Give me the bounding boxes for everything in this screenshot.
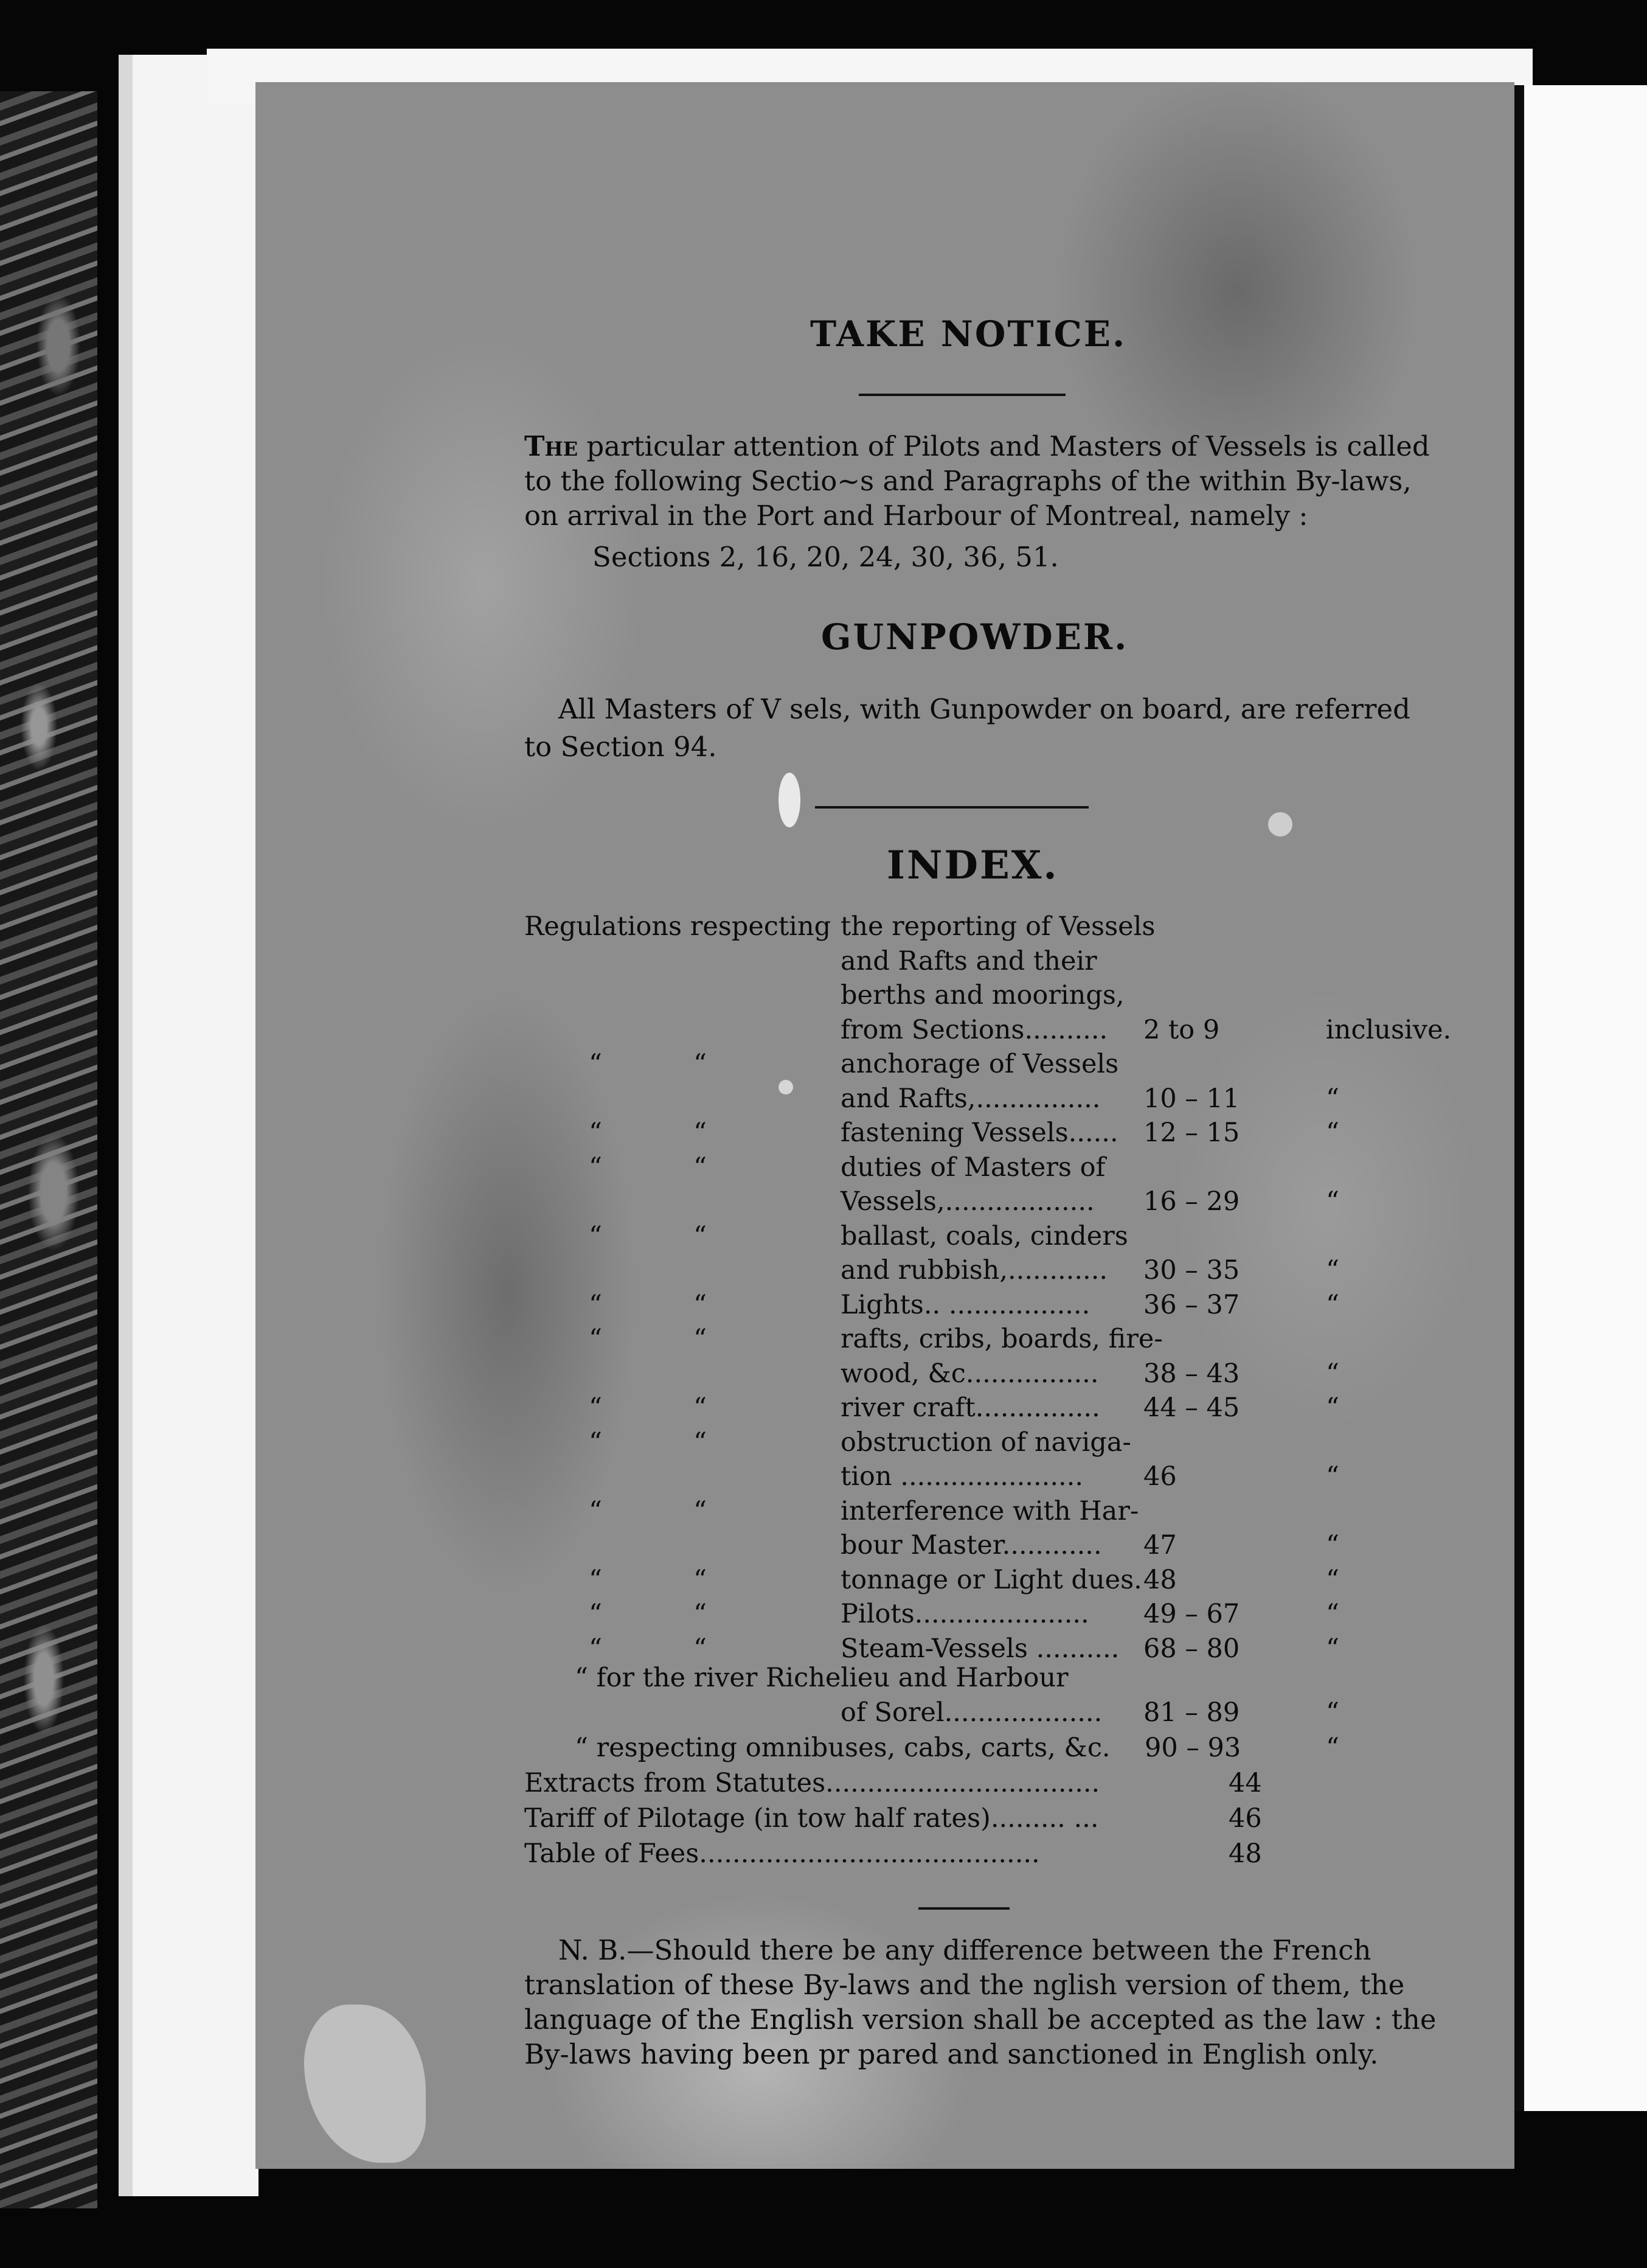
notice-lead-word: The: [524, 430, 578, 462]
nb-line-3: language of the English version shall be accepted as the law : the: [524, 2003, 1437, 2036]
index-row-15-col-2: “: [589, 1427, 602, 1458]
marbled-book-edge: [0, 91, 97, 2208]
page-stack-left: [119, 55, 258, 2196]
index-extra-statutes: Extracts from Statutes.................................: [524, 1768, 1100, 1798]
index-row-5-col-5: 10 – 11: [1143, 1084, 1240, 1114]
index-row-11-col-6: “: [1326, 1290, 1339, 1320]
index-row-8-col-4: Vessels,..................: [841, 1186, 1095, 1217]
index-row-3-col-6: inclusive.: [1326, 1015, 1452, 1045]
index-row-18-col-5: 47: [1143, 1530, 1177, 1560]
index-extra-pilotage-page: 46: [1229, 1803, 1262, 1834]
index-row-16-col-5: 46: [1143, 1461, 1177, 1492]
index-row-21-col-5: 68 – 80: [1143, 1633, 1240, 1664]
index-row-15-col-3: “: [693, 1427, 707, 1458]
index-row-17-col-3: “: [693, 1496, 707, 1526]
index-row-12-col-3: “: [693, 1324, 707, 1354]
index-row-20-col-4: Pilots.....................: [841, 1599, 1089, 1629]
index-row-21-col-6: “: [1326, 1633, 1339, 1664]
index-row-10-col-5: 30 – 35: [1143, 1255, 1240, 1285]
paper-tear: [778, 773, 800, 827]
index-row-9-col-2: “: [589, 1221, 602, 1251]
paper-spot: [1268, 812, 1292, 837]
gunpowder-line-1: All Masters of V sels, with Gunpowder on board, are referred: [558, 693, 1410, 725]
index-row-19-col-3: “: [693, 1565, 707, 1595]
nb-line-2: translation of these By-laws and the nglish version of them, the: [524, 1969, 1405, 2001]
index-row-13-col-5: 38 – 43: [1143, 1358, 1240, 1389]
index-extra-fees: Table of Fees.........................................: [524, 1838, 1040, 1869]
index-row-21-col-4: Steam-Vessels ..........: [841, 1633, 1120, 1664]
index-extra-statutes-page: 44: [1229, 1768, 1262, 1798]
index-row-19-col-2: “: [589, 1565, 602, 1595]
index-row-4-col-3: “: [693, 1049, 707, 1079]
notice-paragraph-line-2: to the following Sectio~s and Paragraphs of the within By-laws,: [524, 465, 1412, 497]
index-row-0-col-4: the reporting of Vessels: [841, 911, 1156, 942]
index-omnibus-pages: 90 – 93: [1145, 1733, 1241, 1763]
gunpowder-rule: [815, 806, 1089, 809]
index-row-6-col-5: 12 – 15: [1143, 1118, 1240, 1148]
index-row-7-col-3: “: [693, 1152, 707, 1183]
index-row-2-col-4: berths and moorings,: [841, 980, 1125, 1011]
index-row-14-col-5: 44 – 45: [1143, 1393, 1240, 1423]
index-row-11-col-4: Lights.. .................: [841, 1290, 1090, 1320]
paper-damage: [304, 2005, 426, 2163]
index-title: INDEX.: [887, 843, 1059, 888]
index-row-18-col-4: bour Master............: [841, 1530, 1102, 1560]
index-row-8-col-6: “: [1326, 1186, 1339, 1217]
index-row-6-col-3: “: [693, 1118, 707, 1148]
index-row-5-col-6: “: [1326, 1084, 1339, 1114]
notice-rule: [859, 394, 1066, 396]
index-row-17-col-4: interference with Har-: [841, 1496, 1139, 1526]
index-row-20-col-3: “: [693, 1599, 707, 1629]
index-row-5-col-4: and Rafts,...............: [841, 1084, 1101, 1114]
index-row-8-col-5: 16 – 29: [1143, 1186, 1240, 1217]
index-row-19-col-5: 48: [1143, 1565, 1177, 1595]
index-row-20-col-6: “: [1326, 1599, 1339, 1629]
index-row-10-col-6: “: [1326, 1255, 1339, 1285]
notice-title: TAKE NOTICE.: [810, 313, 1127, 355]
index-row-21-col-3: “: [693, 1633, 707, 1664]
index-table: [255, 910, 1514, 1682]
index-row-18-col-6: “: [1326, 1530, 1339, 1560]
index-row-6-col-4: fastening Vessels......: [841, 1118, 1118, 1148]
index-row-14-col-3: “: [693, 1393, 707, 1423]
index-extra-pilotage: Tariff of Pilotage (in tow half rates)......... ...: [524, 1803, 1099, 1834]
notice-sections: Sections 2, 16, 20, 24, 30, 36, 51.: [592, 541, 1059, 573]
index-row-16-col-4: tion ......................: [841, 1461, 1083, 1492]
index-row-3-col-4: from Sections..........: [841, 1015, 1108, 1045]
index-row-10-col-4: and rubbish,............: [841, 1255, 1108, 1285]
index-row-7-col-4: duties of Masters of: [841, 1152, 1106, 1183]
index-extra-fees-page: 48: [1229, 1838, 1262, 1869]
index-row-13-col-6: “: [1326, 1358, 1339, 1389]
index-row-6-col-6: “: [1326, 1118, 1339, 1148]
printed-sheet: [255, 82, 1514, 2169]
index-row-6-col-2: “: [589, 1118, 602, 1148]
index-row-14-col-2: “: [589, 1393, 602, 1423]
index-row-0-col-1: Regulations respecting: [524, 911, 831, 942]
index-richelieu-line-1: “ for the river Richelieu and Harbour: [575, 1663, 1069, 1693]
nb-rule: [918, 1907, 1010, 1910]
nb-line-1: N. B.—Should there be any difference between the French: [558, 1934, 1371, 1966]
index-row-11-col-2: “: [589, 1290, 602, 1320]
index-row-21-col-2: “: [589, 1633, 602, 1664]
gunpowder-line-2: to Section 94.: [524, 731, 717, 763]
index-richelieu-line-2: of Sorel...................: [841, 1697, 1103, 1728]
index-row-14-col-4: river craft...............: [841, 1393, 1100, 1423]
gunpowder-title: GUNPOWDER.: [821, 616, 1129, 658]
index-row-7-col-2: “: [589, 1152, 602, 1183]
index-row-20-col-5: 49 – 67: [1143, 1599, 1240, 1629]
index-row-1-col-4: and Rafts and their: [841, 946, 1097, 976]
index-row-4-col-2: “: [589, 1049, 602, 1079]
index-row-12-col-2: “: [589, 1324, 602, 1354]
index-row-16-col-6: “: [1326, 1461, 1339, 1492]
index-row-9-col-4: ballast, coals, cinders: [841, 1221, 1128, 1251]
index-richelieu-ditto: “: [1326, 1697, 1339, 1728]
index-row-15-col-4: obstruction of naviga-: [841, 1427, 1131, 1458]
index-omnibus-line: “ respecting omnibuses, cabs, carts, &c.: [575, 1733, 1111, 1763]
index-row-3-col-5: 2 to 9: [1143, 1015, 1220, 1045]
nb-line-4: By-laws having been pr pared and sanctioned in English only.: [524, 2038, 1379, 2070]
index-omnibus-ditto: “: [1326, 1733, 1339, 1763]
index-row-12-col-4: rafts, cribs, boards, fire-: [841, 1324, 1163, 1354]
index-row-11-col-3: “: [693, 1290, 707, 1320]
index-row-17-col-2: “: [589, 1496, 602, 1526]
page-stack-right: [1508, 85, 1647, 2111]
notice-line-1-rest: particular attention of Pilots and Masters of Vessels is called: [578, 430, 1430, 462]
index-richelieu-pages: 81 – 89: [1143, 1697, 1240, 1728]
index-row-13-col-4: wood, &c................: [841, 1358, 1099, 1389]
index-row-19-col-4: tonnage or Light dues.: [841, 1565, 1142, 1595]
index-row-11-col-5: 36 – 37: [1143, 1290, 1240, 1320]
index-row-9-col-3: “: [693, 1221, 707, 1251]
index-row-14-col-6: “: [1326, 1393, 1339, 1423]
index-row-19-col-6: “: [1326, 1565, 1339, 1595]
notice-paragraph-line-1: [524, 428, 1430, 465]
index-row-4-col-4: anchorage of Vessels: [841, 1049, 1119, 1079]
notice-paragraph-line-3: on arrival in the Port and Harbour of Montreal, namely :: [524, 499, 1308, 532]
index-row-20-col-2: “: [589, 1599, 602, 1629]
